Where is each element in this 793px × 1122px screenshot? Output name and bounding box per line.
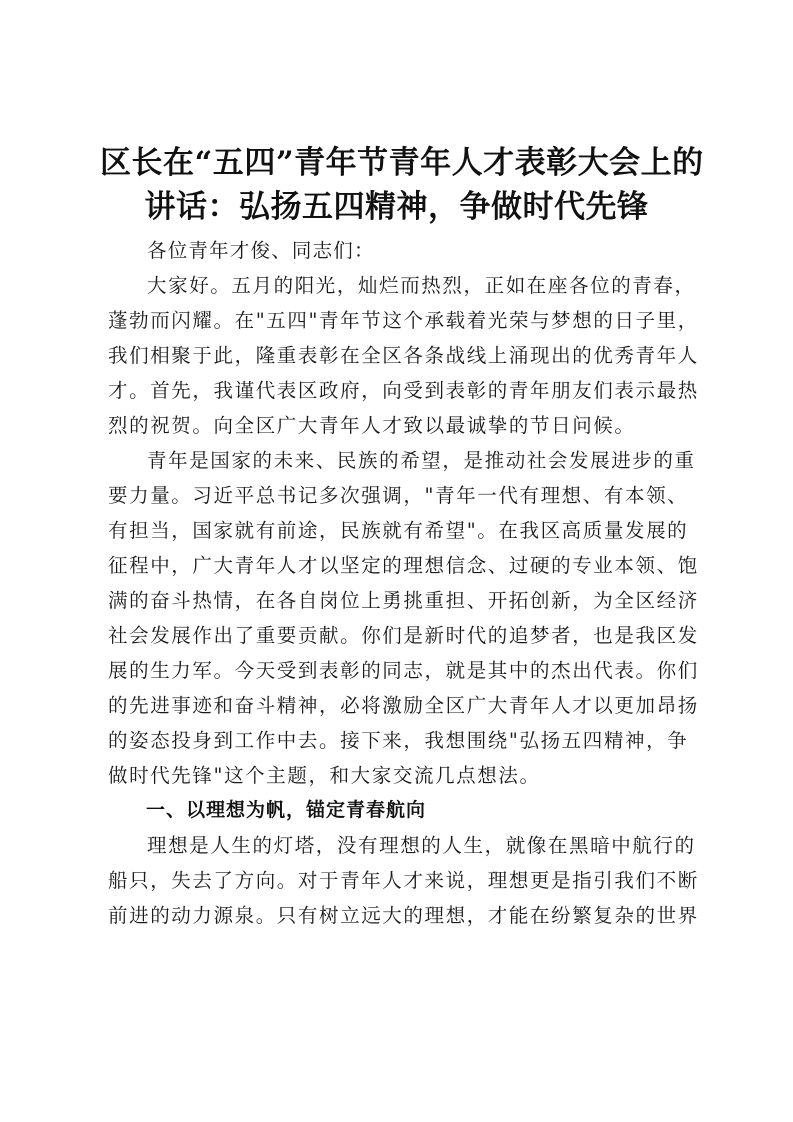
paragraph-greeting: [108, 268, 699, 443]
document-body: [108, 233, 699, 933]
paragraph-line: 做时代先锋"这个主题，和大家交流几点想法。: [108, 764, 541, 787]
section-heading: 一、以理想为帆，锚定青春航向: [146, 799, 427, 821]
salutation-line: 各位青年才俊、同志们：: [147, 239, 375, 262]
paragraph-line: 的姿态投身到工作中去。接下来，我想围绕"弘扬五四精神，争: [108, 729, 689, 752]
paragraph-line: 烈的祝贺。向全区广大青年人才致以最诚挚的节日问候。: [108, 414, 636, 437]
paragraph-line: 大家好。五月的阳光，灿烂而热烈，正如在座各位的青春，: [147, 274, 696, 297]
paragraph-line: 要力量。习近平总书记多次强调，"青年一代有理想、有本领、: [108, 484, 689, 507]
paragraph-ideals: [108, 828, 699, 933]
paragraph-line: 展的生力军。今天受到表彰的同志，就是其中的杰出代表。你们: [108, 659, 699, 682]
document-title: [100, 141, 704, 229]
paragraph-line: 满的奋斗热情，在各自岗位上勇挑重担、开拓创新，为全区经济: [108, 589, 699, 612]
title-line-2: 讲话：弘扬五四精神，争做时代先锋: [144, 189, 649, 225]
paragraph-line: 的先进事迹和奋斗精神，必将激励全区广大青年人才以更加昂扬: [108, 694, 699, 717]
paragraph-line: 蓬勃而闪耀。在"五四"青年节这个承载着光荣与梦想的日子里，: [108, 309, 699, 332]
salutation: [108, 233, 693, 268]
paragraph-line: 征程中，广大青年人才以坚定的理想信念、过硬的专业本领、饱: [108, 554, 699, 577]
paragraph-line: 我们相聚于此，隆重表彰在全区各条战线上涌现出的优秀青年人: [108, 344, 699, 367]
paragraph-line: 有担当，国家就有前途，民族就有希望"。在我区高质量发展的: [108, 519, 689, 542]
paragraph-line: 青年是国家的未来、民族的希望，是推动社会发展进步的重: [147, 449, 696, 472]
paragraph-line: 理想是人生的灯塔，没有理想的人生，就像在黑暗中航行的: [147, 834, 696, 857]
title-line-1: 区长在“五四”青年节青年人才表彰大会上的: [100, 145, 704, 181]
paragraph-line: 船只，失去了方向。对于青年人才来说，理想更是指引我们不断: [108, 869, 699, 892]
paragraph-line: 社会发展作出了重要贡献。你们是新时代的追梦者，也是我区发: [108, 624, 699, 647]
paragraph-line: 前进的动力源泉。只有树立远大的理想，才能在纷繁复杂的世界: [108, 904, 699, 927]
paragraph-youth-importance: [108, 443, 699, 793]
paragraph-line: 才。首先，我谨代表区政府，向受到表彰的青年朋友们表示最热: [108, 379, 699, 402]
